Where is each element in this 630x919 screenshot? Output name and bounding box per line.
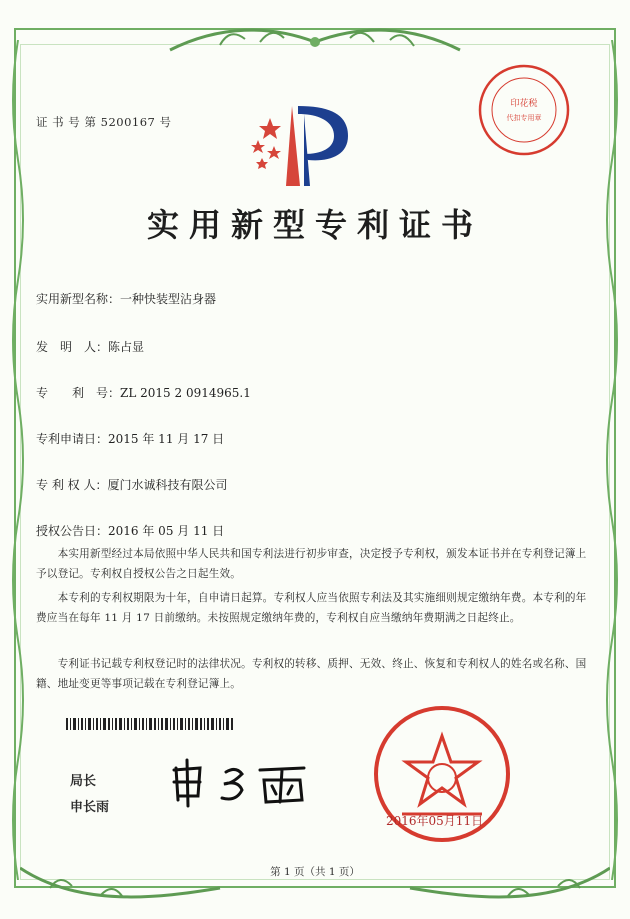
- field-application-date: [36, 430, 224, 447]
- field-value: 2015 年 11 月 17 日: [108, 432, 225, 446]
- paragraph-legal-status: 专利证书记载专利权登记时的法律状况。专利权的转移、质押、无效、终止、恢复和专利权人的姓名或名称、国籍、地址变更等事项记载在专利登记簿上。: [36, 658, 587, 690]
- paragraph-grant: 本实用新型经过本局依照中华人民共和国专利法进行初步审查，决定授予专利权，颁发本证书并在专利登记簿上予以登记。专利权自授权公告之日起生效。: [36, 548, 587, 580]
- field-label: 授权公告日：: [36, 524, 109, 538]
- field-value: ZL 2015 2 0914965.1: [120, 386, 251, 400]
- page-footer: 第 1 页（共 1 页）: [270, 866, 360, 878]
- seal-date: 2016年05月11日: [386, 814, 484, 828]
- field-value: 厦门水诚科技有限公司: [107, 478, 228, 492]
- barcode-icon: [66, 718, 234, 730]
- field-patent-number: [36, 384, 251, 401]
- field-label: 发 明 人：: [36, 340, 109, 354]
- certificate-number: 证 书 号 第 5200167 号: [36, 115, 172, 129]
- field-inventor: [36, 338, 144, 355]
- svg-text:代扣专用章: 代扣专用章: [506, 114, 542, 122]
- top-ornament-icon: [160, 20, 470, 60]
- field-utility-model-name: [36, 290, 216, 307]
- signature-icon: [168, 756, 318, 808]
- field-label: 专 利 号：: [36, 386, 121, 400]
- paragraph-term: 本专利的专利权期限为十年，自申请日起算。专利权人应当依照专利法及其实施细则规定缴纳年费。本专利的年费应当在每年 11 月 17 日前缴纳。未按照规定缴纳年费的，专利权自应当缴纳年费期满之日起终止。: [36, 592, 587, 624]
- field-label: 专 利 权 人：: [36, 478, 108, 492]
- left-vine-icon: [6, 40, 30, 880]
- svg-text:印花税: 印花税: [510, 99, 538, 109]
- field-patentee: [36, 476, 227, 493]
- field-label: 实用新型名称：: [36, 292, 121, 306]
- field-label: 专利申请日：: [36, 432, 109, 446]
- patent-office-logo-icon: [248, 96, 358, 186]
- field-value: 一种快装型沾身器: [120, 292, 217, 306]
- tax-stamp-icon: [476, 62, 572, 158]
- field-value: 陈占显: [108, 340, 145, 354]
- right-vine-icon: [600, 40, 624, 880]
- field-grant-date: [36, 522, 224, 539]
- field-value: 2016 年 05 月 11 日: [108, 524, 225, 538]
- page-title: 实用新型专利证书: [146, 206, 483, 244]
- director-title: 局长: [70, 774, 97, 789]
- director-name: 申长雨: [70, 800, 110, 815]
